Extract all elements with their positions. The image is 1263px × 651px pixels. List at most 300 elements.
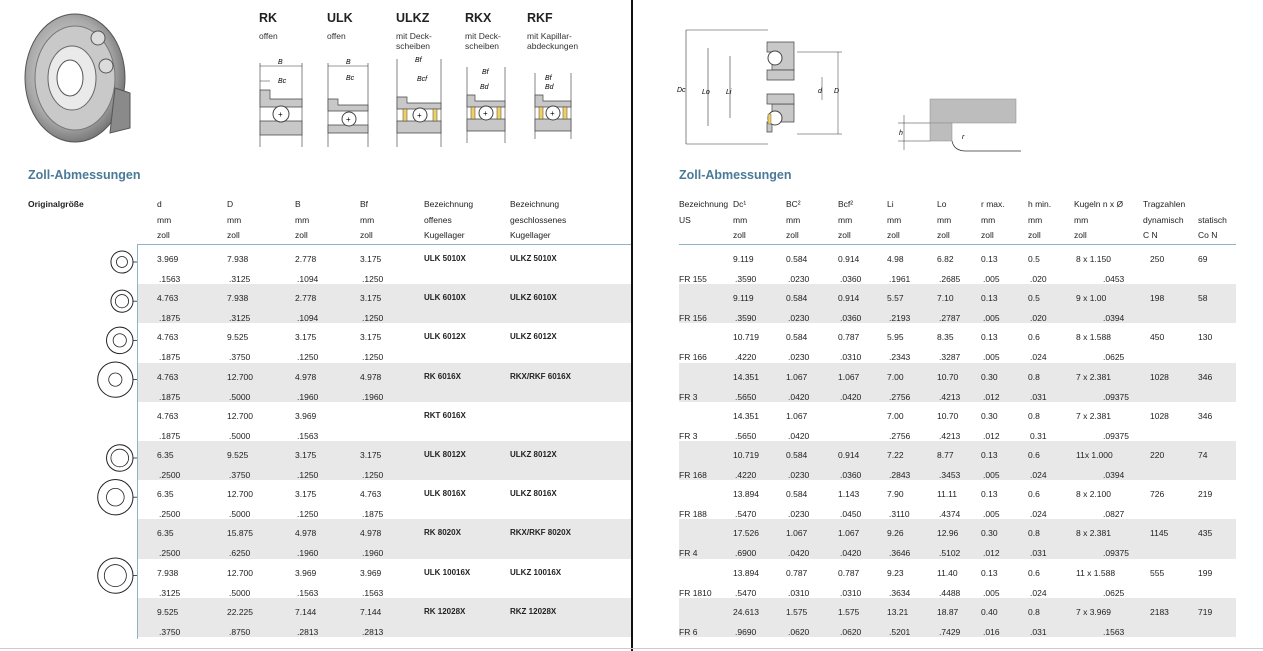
inch-value: .1250 [362, 274, 384, 284]
mm-value: 0.8 [1028, 371, 1040, 382]
table-row [679, 402, 1236, 441]
ball-count-size: 8 x 2.381 [1076, 528, 1111, 539]
table-row [138, 402, 631, 441]
mm-value: 12.700 [227, 410, 253, 421]
mm-value: 9.525 [227, 450, 249, 460]
type-code-ulkz: ULKZ [396, 11, 430, 25]
table-row [138, 323, 631, 362]
svg-text:Dc: Dc [677, 87, 686, 94]
inch-value: .2500 [159, 548, 181, 559]
mm-value: 7.144 [360, 606, 382, 617]
header-static-load: statisch Co N [1198, 214, 1227, 241]
inch-value: .0230 [788, 470, 810, 480]
ball-count-size: 9 x 1.00 [1076, 293, 1107, 304]
us-designation: FR 3 [679, 430, 698, 441]
header-us-designation: Bezeichnung US [679, 199, 729, 225]
us-designation: FR 1810 [679, 587, 712, 598]
dynamic-load: 726 [1150, 489, 1165, 500]
static-load: 346 [1198, 410, 1213, 421]
mm-value: 0.8 [1028, 606, 1040, 617]
original-size-circle [111, 251, 137, 273]
dynamic-load: 198 [1150, 293, 1165, 304]
mm-value: 8.35 [937, 332, 954, 343]
svg-text:Bd: Bd [480, 84, 489, 91]
inch-value: .0620 [788, 626, 810, 637]
dynamic-load: 1145 [1150, 528, 1169, 539]
inch-value: .005 [983, 313, 1000, 324]
ball-count-size: 11x 1.000 [1076, 450, 1113, 460]
inch-value: .3125 [229, 313, 251, 324]
mm-value: 7.10 [937, 293, 954, 304]
header-open-bearing: Bezeichnung offenes Kugellager [424, 199, 474, 241]
inch-value: .2756 [889, 430, 911, 441]
open-bearing-designation: RK 12028X [424, 606, 466, 616]
open-bearing-designation: ULK 10016X [424, 567, 471, 577]
svg-text:Bcf: Bcf [417, 76, 428, 83]
original-size-circle [111, 290, 137, 312]
bearing-cross-sections [245, 55, 595, 155]
inch-value: .0310 [840, 587, 862, 598]
closed-bearing-designation: RKZ 12028X [510, 606, 557, 616]
header-h-min: h min. mm zoll [1028, 199, 1052, 241]
mm-value: 0.6 [1028, 567, 1040, 578]
mm-value: 0.5 [1028, 254, 1040, 264]
svg-text:h: h [899, 130, 903, 137]
inch-value: .1563 [159, 274, 181, 284]
inch-value: .3125 [229, 274, 251, 284]
header-balls: Kugeln n x Ø mm zoll [1074, 199, 1124, 241]
us-designation: FR 188 [679, 509, 707, 520]
inch-value: .6900 [735, 548, 757, 559]
open-bearing-designation: ULK 5010X [424, 254, 466, 263]
closed-bearing-designation: ULKZ 10016X [510, 567, 562, 577]
mm-value: 1.067 [838, 371, 860, 382]
us-designation: FR 3 [679, 391, 698, 402]
inch-value: .3750 [229, 470, 251, 480]
inch-value: .6250 [229, 548, 251, 559]
mm-value: 6.82 [937, 254, 954, 264]
dynamic-load: 1028 [1150, 410, 1169, 421]
type-desc-ulk: offen [327, 31, 346, 41]
inch-value: .031 [1030, 626, 1047, 637]
mm-value: 7.938 [227, 254, 249, 264]
mm-value: 7.90 [887, 489, 904, 500]
mm-value: 3.175 [360, 254, 382, 264]
mm-value: 0.914 [838, 254, 860, 264]
svg-text:+: + [550, 109, 555, 118]
type-desc-rk: offen [259, 31, 278, 41]
mm-value: 0.787 [838, 567, 860, 578]
mm-value: 4.98 [887, 254, 904, 264]
bottom-rule [0, 648, 1263, 649]
mm-value: 24.613 [733, 606, 759, 617]
mm-value: 0.6 [1028, 489, 1040, 500]
mm-value: 0.13 [981, 293, 998, 304]
rk-section-drawing [260, 59, 302, 147]
header-d: d mm zoll [157, 199, 172, 241]
inch-value: .3125 [159, 587, 181, 598]
inch-value: .4213 [939, 430, 961, 441]
dynamic-load: 1028 [1150, 371, 1169, 382]
mm-value: 1.575 [838, 606, 860, 617]
ball-size-inch: .09375 [1103, 548, 1129, 559]
mm-value: 9.23 [887, 567, 904, 578]
inch-value: .5102 [939, 548, 961, 559]
inch-value: .005 [983, 274, 1000, 284]
table-row [138, 598, 631, 637]
right-header-rule [679, 244, 1236, 245]
inch-value: .3453 [939, 470, 961, 480]
mm-value: 0.787 [786, 567, 808, 578]
static-load: 69 [1198, 254, 1208, 264]
section-title-right: Zoll-Abmessungen [679, 168, 792, 182]
inch-value: .1250 [362, 352, 384, 363]
type-code-rk: RK [259, 11, 278, 25]
inch-value: .1875 [159, 352, 181, 363]
table-row [679, 519, 1236, 558]
inch-value: .3590 [735, 313, 757, 324]
inch-value: .1960 [297, 548, 319, 559]
mm-value: 0.6 [1028, 450, 1040, 460]
mm-value: 3.969 [295, 410, 317, 421]
rkf-section-drawing [535, 73, 571, 139]
inch-value: .0420 [788, 430, 810, 441]
mm-value: 0.6 [1028, 332, 1040, 343]
table-row [679, 323, 1236, 362]
mm-value: 4.978 [295, 528, 317, 539]
dynamic-load: 250 [1150, 254, 1165, 264]
inch-value: .4374 [939, 509, 961, 520]
inch-value: .0230 [788, 313, 810, 324]
mm-value: 3.175 [295, 332, 317, 343]
inch-value: .1875 [159, 430, 181, 441]
svg-text:B: B [346, 59, 351, 66]
inch-value: .024 [1030, 509, 1047, 520]
mm-value: 5.57 [887, 293, 904, 304]
svg-text:B: B [278, 59, 283, 66]
svg-text:Lo: Lo [702, 89, 710, 96]
inch-value: .2500 [159, 509, 181, 520]
table-row [138, 363, 631, 402]
dynamic-load: 220 [1150, 450, 1165, 460]
mm-value: 8.77 [937, 450, 954, 460]
type-code-rkf: RKF [527, 11, 553, 25]
inch-value: .1563 [297, 587, 319, 598]
mm-value: 13.894 [733, 489, 759, 500]
svg-text:d: d [818, 88, 822, 95]
mm-value: 9.119 [733, 254, 754, 264]
mm-value: 0.13 [981, 332, 998, 343]
svg-text:+: + [346, 115, 351, 124]
ball-count-size: 8 x 1.588 [1076, 332, 1111, 343]
mm-value: 10.719 [733, 450, 759, 460]
us-designation: FR 166 [679, 352, 707, 363]
mm-value: 18.87 [937, 606, 959, 617]
original-size-circle [98, 480, 137, 515]
table-row [679, 441, 1236, 480]
mm-value: 17.526 [733, 528, 759, 539]
flange-bearing-drawing [672, 22, 862, 152]
mm-value: 0.13 [981, 450, 998, 460]
static-load: 130 [1198, 332, 1213, 343]
svg-text:Bf: Bf [545, 75, 552, 82]
inch-value: .0310 [788, 587, 810, 598]
inch-value: .0230 [788, 274, 810, 284]
mm-value: 12.700 [227, 489, 253, 500]
mm-value: 2.778 [295, 254, 317, 264]
mm-value: 1.067 [786, 528, 808, 539]
open-bearing-designation: ULK 6012X [424, 332, 466, 342]
inch-value: .5201 [889, 626, 911, 637]
mm-value: 3.175 [360, 293, 382, 304]
closed-bearing-designation: RKX/RKF 8020X [510, 528, 571, 538]
inch-value: .0360 [840, 313, 862, 324]
rkx-section-drawing [467, 67, 505, 143]
ball-count-size: 8 x 1.150 [1076, 254, 1111, 264]
open-bearing-designation: ULK 8012X [424, 450, 466, 459]
original-size-circle [98, 362, 137, 397]
ball-count-size: 7 x 2.381 [1076, 410, 1111, 421]
svg-text:+: + [417, 111, 422, 120]
ulk-section-drawing [328, 59, 368, 147]
mm-value: 15.875 [227, 528, 253, 539]
mm-value: 7.938 [227, 293, 249, 304]
mm-value: 0.584 [786, 293, 808, 304]
mm-value: 7.938 [157, 567, 179, 578]
type-desc-rkx: mit Deck- scheiben [465, 31, 501, 51]
mm-value: 11.11 [937, 489, 958, 500]
mm-value: 5.95 [887, 332, 904, 343]
table-row [138, 245, 631, 284]
table-row [138, 480, 631, 519]
mm-value: 11.40 [937, 567, 958, 578]
inch-value: .3110 [889, 509, 910, 520]
table-row [679, 284, 1236, 323]
inch-value: .1563 [362, 587, 384, 598]
header-Bf: Bf mm zoll [360, 199, 375, 241]
header-B: B mm zoll [295, 199, 310, 241]
type-code-rkx: RKX [465, 11, 492, 25]
header-Li: Li mm zoll [887, 199, 902, 241]
us-designation: FR 156 [679, 313, 707, 324]
us-designation: FR 155 [679, 274, 707, 284]
header-Lo: Lo mm zoll [937, 199, 952, 241]
inch-value: .1960 [362, 391, 384, 402]
svg-text:+: + [483, 109, 488, 118]
static-load: 435 [1198, 528, 1213, 539]
table-row [679, 363, 1236, 402]
mm-value: 3.175 [360, 450, 382, 460]
inch-value: .2685 [939, 274, 961, 284]
left-dimensions-table [138, 245, 631, 639]
table-row [138, 441, 631, 480]
table-row [138, 559, 631, 598]
mm-value: 14.351 [733, 410, 759, 421]
mm-value: 1.067 [786, 371, 808, 382]
mm-value: 0.584 [786, 254, 808, 264]
inch-value: .2343 [889, 352, 911, 363]
type-desc-rkf: mit Kapillar- abdeckungen [527, 31, 579, 51]
inch-value: .0420 [840, 548, 862, 559]
ball-size-inch: .0625 [1103, 352, 1125, 363]
original-size-circles [0, 245, 140, 639]
mm-value: 4.978 [360, 371, 382, 382]
mm-value: 3.969 [360, 567, 382, 578]
ulkz-section-drawing [397, 57, 441, 147]
mm-value: 13.894 [733, 567, 759, 578]
header-Dc: Dc¹ mm zoll [733, 199, 748, 241]
shoulder-detail-drawing [896, 95, 1021, 155]
mm-value: 0.30 [981, 528, 998, 539]
mm-value: 6.35 [157, 528, 174, 539]
inch-value: .5470 [735, 509, 757, 520]
mm-value: 0.30 [981, 371, 998, 382]
static-load: 199 [1198, 567, 1213, 578]
mm-value: 9.119 [733, 293, 754, 304]
table-row [679, 598, 1236, 637]
ball-size-inch: .0394 [1103, 313, 1125, 324]
inch-value: .1960 [297, 391, 319, 402]
inch-value: .5000 [229, 430, 251, 441]
dynamic-load: 2183 [1150, 606, 1169, 617]
inch-value: .2843 [889, 470, 911, 480]
inch-value: .5470 [735, 587, 757, 598]
inch-value: .5000 [229, 587, 251, 598]
inch-value: .1250 [297, 352, 319, 363]
static-load: 346 [1198, 371, 1213, 382]
svg-text:r: r [962, 134, 965, 141]
inch-value: .3590 [735, 274, 757, 284]
ball-size-inch: .0827 [1103, 509, 1125, 520]
mm-value: 1.067 [838, 528, 860, 539]
table-row [679, 559, 1236, 598]
us-designation: FR 6 [679, 626, 698, 637]
mm-value: 7.00 [887, 371, 904, 382]
ball-count-size: 8 x 2.100 [1076, 489, 1111, 500]
original-size-label: Originalgröße [28, 199, 84, 209]
mm-value: 12.96 [937, 528, 959, 539]
inch-value: .3750 [159, 626, 181, 637]
svg-text:Bf: Bf [482, 69, 489, 76]
inch-value: .1875 [159, 391, 181, 402]
mm-value: 10.719 [733, 332, 759, 343]
mm-value: 7.22 [887, 450, 904, 460]
inch-value: .020 [1030, 313, 1047, 324]
svg-text:Li: Li [726, 89, 732, 96]
mm-value: 9.525 [227, 332, 249, 343]
mm-value: 0.13 [981, 489, 998, 500]
inch-value: .0230 [788, 509, 810, 520]
inch-value: .024 [1030, 587, 1047, 598]
dynamic-load: 555 [1150, 567, 1165, 578]
mm-value: 0.13 [981, 567, 998, 578]
inch-value: .024 [1030, 470, 1047, 480]
mm-value: 0.584 [786, 332, 808, 343]
open-bearing-designation: RK 6016X [424, 371, 461, 381]
mm-value: 4.763 [157, 410, 179, 421]
open-bearing-designation: RKT 6016X [424, 410, 466, 420]
mm-value: 6.35 [157, 450, 174, 460]
svg-text:Bf: Bf [415, 57, 422, 64]
original-size-circle [107, 327, 137, 353]
type-desc-ulkz: mit Deck- scheiben [396, 31, 432, 51]
ball-count-size: 7 x 3.969 [1076, 606, 1111, 617]
mm-value: 3.175 [295, 450, 317, 460]
inch-value: .005 [983, 587, 1000, 598]
inch-value: .4488 [939, 587, 961, 598]
inch-value: .0360 [840, 274, 862, 284]
mm-value: 0.8 [1028, 410, 1040, 421]
inch-value: .2756 [889, 391, 911, 402]
inch-value: .016 [983, 626, 1000, 637]
inch-value: .1961 [889, 274, 911, 284]
inch-value: .0620 [840, 626, 862, 637]
mm-value: 4.763 [157, 371, 179, 382]
inch-value: .5650 [735, 430, 757, 441]
inch-value: .5000 [229, 509, 251, 520]
inch-value: .1563 [297, 430, 319, 441]
dynamic-load: 450 [1150, 332, 1165, 343]
ball-size-inch: .09375 [1103, 391, 1129, 402]
inch-value: .3634 [889, 587, 911, 598]
inch-value: .1094 [297, 274, 319, 284]
mm-value: 10.70 [937, 410, 959, 421]
inch-value: .3287 [939, 352, 961, 363]
static-load: 58 [1198, 293, 1208, 304]
us-designation: FR 4 [679, 548, 698, 559]
static-load: 719 [1198, 606, 1213, 617]
inch-value: .3750 [229, 352, 251, 363]
mm-value: 0.40 [981, 606, 998, 617]
inch-value: .005 [983, 509, 1000, 520]
mm-value: 3.175 [295, 489, 317, 500]
inch-value: .8750 [229, 626, 251, 637]
table-row [138, 519, 631, 558]
inch-value: 0.31 [1030, 430, 1047, 441]
mm-value: 12.700 [227, 371, 253, 382]
mm-value: 4.978 [295, 371, 317, 382]
mm-value: 0.584 [786, 489, 808, 500]
inch-value: .0310 [840, 352, 862, 363]
page-divider [631, 0, 633, 651]
mm-value: 14.351 [733, 371, 759, 382]
mm-value: 1.575 [786, 606, 808, 617]
inch-value: .2813 [362, 626, 384, 637]
header-D: D mm zoll [227, 199, 242, 241]
original-size-circle [107, 445, 137, 471]
inch-value: .1960 [362, 548, 384, 559]
table-row [679, 245, 1236, 284]
mm-value: 4.763 [157, 293, 179, 304]
inch-value: .7429 [939, 626, 961, 637]
inch-value: .2500 [159, 470, 181, 480]
section-title-left: Zoll-Abmessungen [28, 168, 141, 182]
header-BC: BC² mm zoll [786, 199, 801, 241]
bearing-photo [20, 8, 135, 148]
mm-value: 3.175 [360, 332, 382, 343]
mm-value: 3.969 [295, 567, 317, 578]
mm-value: 1.067 [786, 410, 808, 421]
inch-value: .1094 [297, 313, 319, 324]
svg-text:Bc: Bc [346, 75, 355, 82]
inch-value: .031 [1030, 391, 1047, 402]
inch-value: .020 [1030, 274, 1047, 284]
inch-value: .5650 [735, 391, 757, 402]
mm-value: 22.225 [227, 606, 253, 617]
inch-value: .2813 [297, 626, 319, 637]
open-bearing-designation: ULK 8016X [424, 489, 466, 499]
mm-value: 9.525 [157, 606, 179, 617]
